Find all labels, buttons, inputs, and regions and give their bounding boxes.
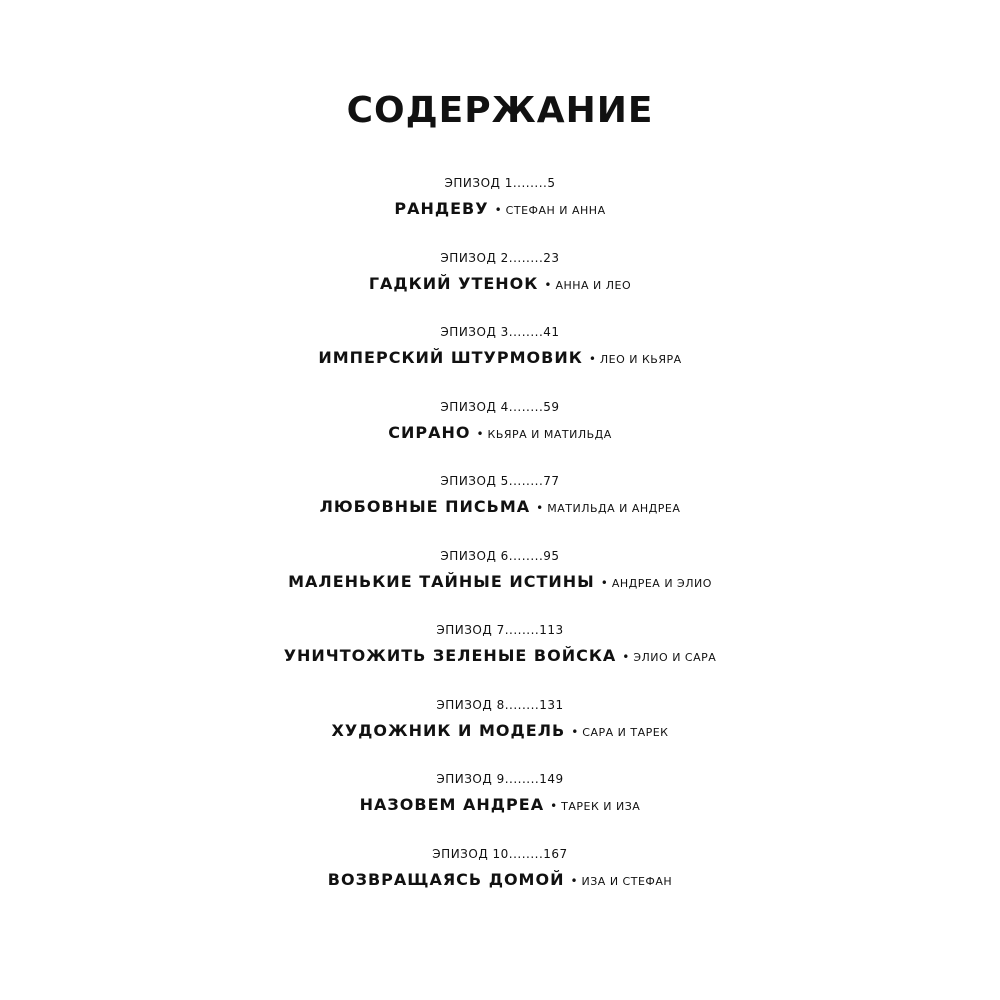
toc-entry-5	[0, 468, 1000, 543]
bullet-separator: •	[494, 203, 502, 217]
episode-characters: АННА И ЛЕО	[555, 278, 632, 292]
episode-title: РАНДЕВУ	[394, 199, 489, 218]
bullet-separator: •	[536, 501, 544, 515]
episode-number: ЭПИЗОД 5........77	[440, 474, 560, 488]
episode-number: ЭПИЗОД 1........5	[444, 176, 556, 190]
episode-number: ЭПИЗОД 4........59	[440, 399, 560, 414]
toc-entry-3	[0, 319, 1000, 394]
episode-characters: САРА И ТАРЕК	[582, 725, 669, 739]
bullet-separator: •	[588, 352, 596, 366]
toc-entry-7	[0, 617, 1000, 692]
bullet-separator: •	[600, 575, 608, 590]
episode-title: ГАДКИЙ УТЕНОК	[368, 273, 539, 293]
episode-number: ЭПИЗОД 10........167	[432, 846, 568, 861]
toc-entry-9	[0, 766, 1000, 841]
episode-number: ЭПИЗОД 3........41	[440, 325, 560, 339]
episode-title: ЛЮБОВНЫЕ ПИСЬМА	[319, 497, 531, 516]
episode-title: ВОЗВРАЩАЯСЬ ДОМОЙ	[327, 869, 565, 889]
toc-entry-10	[0, 841, 1000, 916]
bullet-separator: •	[476, 426, 484, 441]
episode-number: ЭПИЗОД 7........113	[436, 623, 564, 637]
episode-title: УНИЧТОЖИТЬ ЗЕЛЕНЫЕ ВОЙСКА	[283, 646, 617, 665]
bullet-separator: •	[622, 650, 630, 664]
toc-entry-1	[0, 170, 1000, 245]
bullet-separator: •	[570, 873, 578, 888]
page-title: СОДЕРЖАНИЕ	[346, 90, 654, 132]
episode-characters: АНДРЕА И ЭЛИО	[611, 576, 712, 590]
episode-characters: СТЕФАН И АННА	[505, 204, 606, 217]
episode-title: НАЗОВЕМ АНДРЕА	[359, 795, 545, 814]
episode-characters: КЬЯРА И МАТИЛЬДА	[487, 427, 612, 441]
episode-characters: ЭЛИО И САРА	[633, 651, 717, 664]
episode-title: СИРАНО	[388, 422, 471, 442]
episode-number: ЭПИЗОД 6........95	[440, 548, 560, 563]
bullet-separator: •	[550, 799, 558, 813]
episode-number: ЭПИЗОД 2........23	[440, 250, 560, 265]
episode-characters: ТАРЕК И ИЗА	[561, 800, 641, 813]
bullet-separator: •	[571, 724, 579, 739]
episode-title: МАЛЕНЬКИЕ ТАЙНЫЕ ИСТИНЫ	[288, 571, 595, 591]
episode-characters: МАТИЛЬДА И АНДРЕА	[547, 502, 681, 515]
episode-number: ЭПИЗОД 8........131	[436, 697, 564, 712]
episode-title: ИМПЕРСКИЙ ШТУРМОВИК	[318, 348, 583, 367]
episode-characters: ИЗА И СТЕФАН	[581, 874, 673, 888]
bullet-separator: •	[544, 277, 552, 292]
episode-title: ХУДОЖНИК И МОДЕЛЬ	[331, 720, 566, 740]
table-of-contents	[0, 170, 1000, 915]
episode-number: ЭПИЗОД 9........149	[436, 772, 564, 786]
episode-characters: ЛЕО И КЬЯРА	[599, 353, 682, 366]
toc-entry-4	[0, 394, 1000, 469]
toc-entry-8	[0, 692, 1000, 767]
toc-entry-2	[0, 245, 1000, 320]
toc-entry-6	[0, 543, 1000, 618]
